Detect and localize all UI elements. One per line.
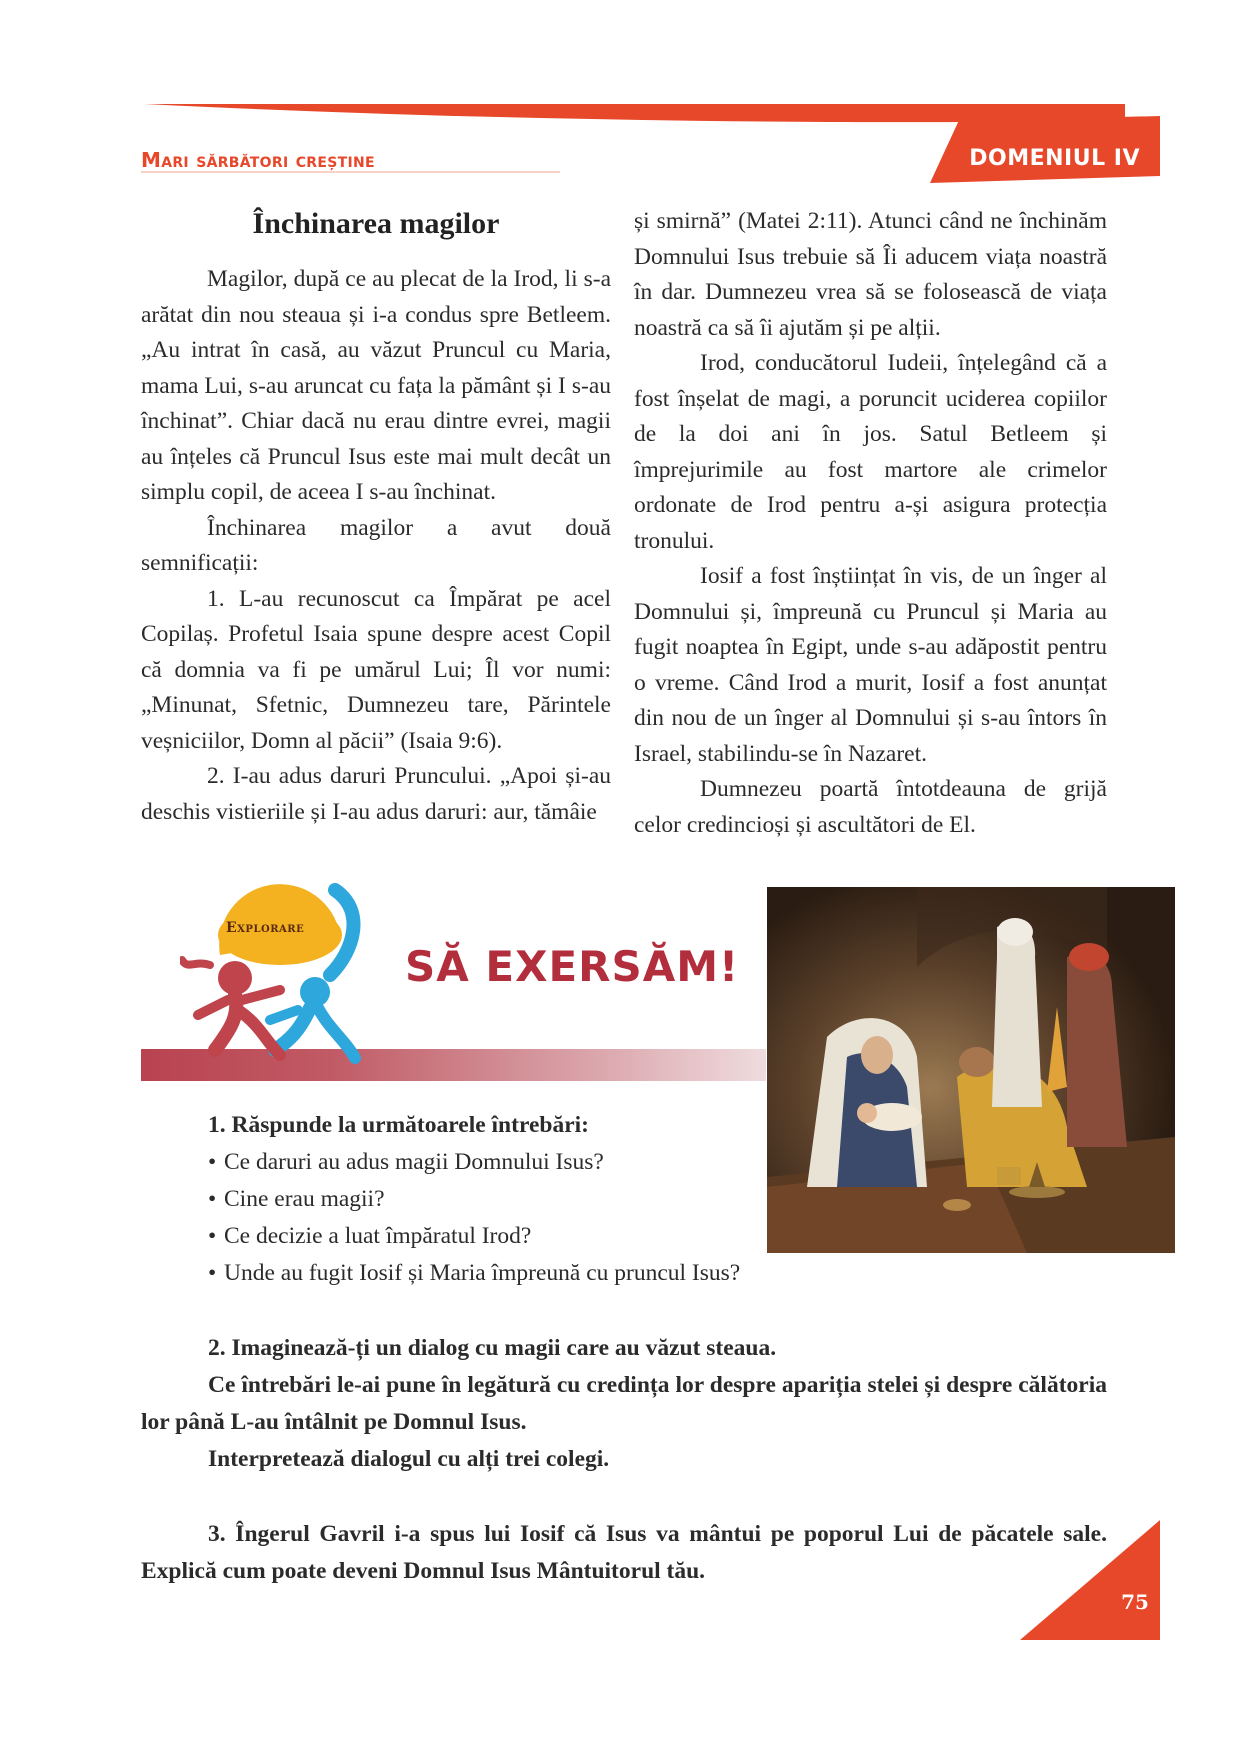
paragraph: 2. I-au adus daruri Pruncului. „Apoi și-au deschis vistieriile și I-au adus daruri: aur, tămâie	[141, 763, 611, 825]
exercise-3-text: 3. Îngerul Gavril i-a spus lui Iosif că Isus va mântui pe poporul Lui de păcatele sale. Explică cum poate deveni Domnul Isus Mântuitorul tău.	[141, 1521, 1107, 1584]
question-item: • Unde au fugit Iosif și Maria împreună cu pruncul Isus?	[208, 1255, 768, 1292]
question-item: • Cine erau magii?	[208, 1181, 768, 1218]
exercise-2-text: Interpretează dialogul cu alți trei colegi.	[208, 1446, 610, 1472]
paragraph: Iosif a fost înștiințat în vis, de un înger al Domnului și, împreună cu Pruncul și Maria au fugit noaptea în Egipt, unde s-au adăpostit pentru o vreme. Când Irod a murit, Iosif a fost anunțat din nou de un înger al Domnului și s-au întors în Israel, stabilindu-se în Nazaret.	[634, 563, 1107, 767]
explorare-children-logo	[180, 880, 410, 1070]
paragraph: Dumnezeu poartă întotdeauna de grijă celor credincioși și ascultători de El.	[634, 776, 1107, 838]
article-right-column	[634, 204, 1107, 843]
exercise-2-title: 2. Imaginează-ți un dialog cu magii care au văzut steaua.	[208, 1335, 777, 1361]
question-item: • Ce daruri au adus magii Domnului Isus?	[208, 1144, 768, 1181]
section-title: Mari sărbători creștine	[141, 148, 375, 172]
exercise-2	[141, 1330, 1107, 1478]
page-corner-decoration	[1020, 1520, 1160, 1640]
paragraph: 1. L-au recunoscut ca Împărat pe acel Copilaș. Profetul Isaia spune despre acest Copil că domnia va fi pe umărul Lui; Îl vor numi: „Minunat, Sfetnic, Dumnezeu tare, Părintele veșniciilor, Domn al păcii” (Isaia 9:6).	[141, 585, 611, 754]
bullet-icon: •	[208, 1223, 217, 1249]
question-item: • Ce decizie a luat împăratul Irod?	[208, 1218, 768, 1255]
exercise-3	[141, 1516, 1107, 1590]
adoration-of-the-magi-painting	[767, 887, 1175, 1253]
bullet-icon: •	[208, 1260, 217, 1286]
exercise-1-title: 1. Răspunde la următoarele întrebări:	[208, 1112, 589, 1138]
paragraph: Irod, conducătorul Iudeii, înțelegând că a fost înșelat de magi, a poruncit uciderea copiilor de la doi ani în jos. Satul Betleem și împrejurimile au fost martore ale crimelor ordonate de Irod pentru a-și asigura protecția tronului.	[634, 350, 1107, 554]
bullet-icon: •	[208, 1186, 217, 1212]
article-title: Închinarea magilor	[252, 207, 500, 240]
explorare-label: Explorare	[226, 920, 305, 936]
paragraph: Închinarea magilor a avut două semnificații:	[141, 514, 611, 576]
paragraph: Magilor, după ce au plecat de la Irod, li s-a arătat din nou steaua și i-a condus spre Betleem. „Au intrat în casă, au văzut Pruncul cu Maria, mama Lui, s-au aruncat cu fața la pământ și I s-au închinat”. Chiar dacă nu erau dintre evrei, magii au înțeles că Pruncul Isus este mai mult decât un simplu copil, de aceea I s-au închinat.	[141, 266, 611, 505]
domain-label: DOMENIUL IV	[969, 146, 1140, 171]
paragraph: și smirnă” (Matei 2:11). Atunci când ne închinăm Domnului Isus trebuie să Îi aducem viața noastră în dar. Dumnezeu vrea să se folosească de viața noastră ca să îi ajutăm și pe alții.	[634, 208, 1107, 341]
exercises-heading: SĂ EXERSĂM!	[405, 942, 740, 991]
article-left-column	[141, 204, 611, 830]
bullet-icon: •	[208, 1149, 217, 1175]
exercise-1	[208, 1107, 768, 1292]
page-number: 75	[1121, 1590, 1149, 1614]
exercise-2-text: Ce întrebări le-ai pune în legătură cu credința lor despre apariția stelei și despre călătoria lor până L-au întâlnit pe Domnul Isus.	[141, 1372, 1107, 1435]
